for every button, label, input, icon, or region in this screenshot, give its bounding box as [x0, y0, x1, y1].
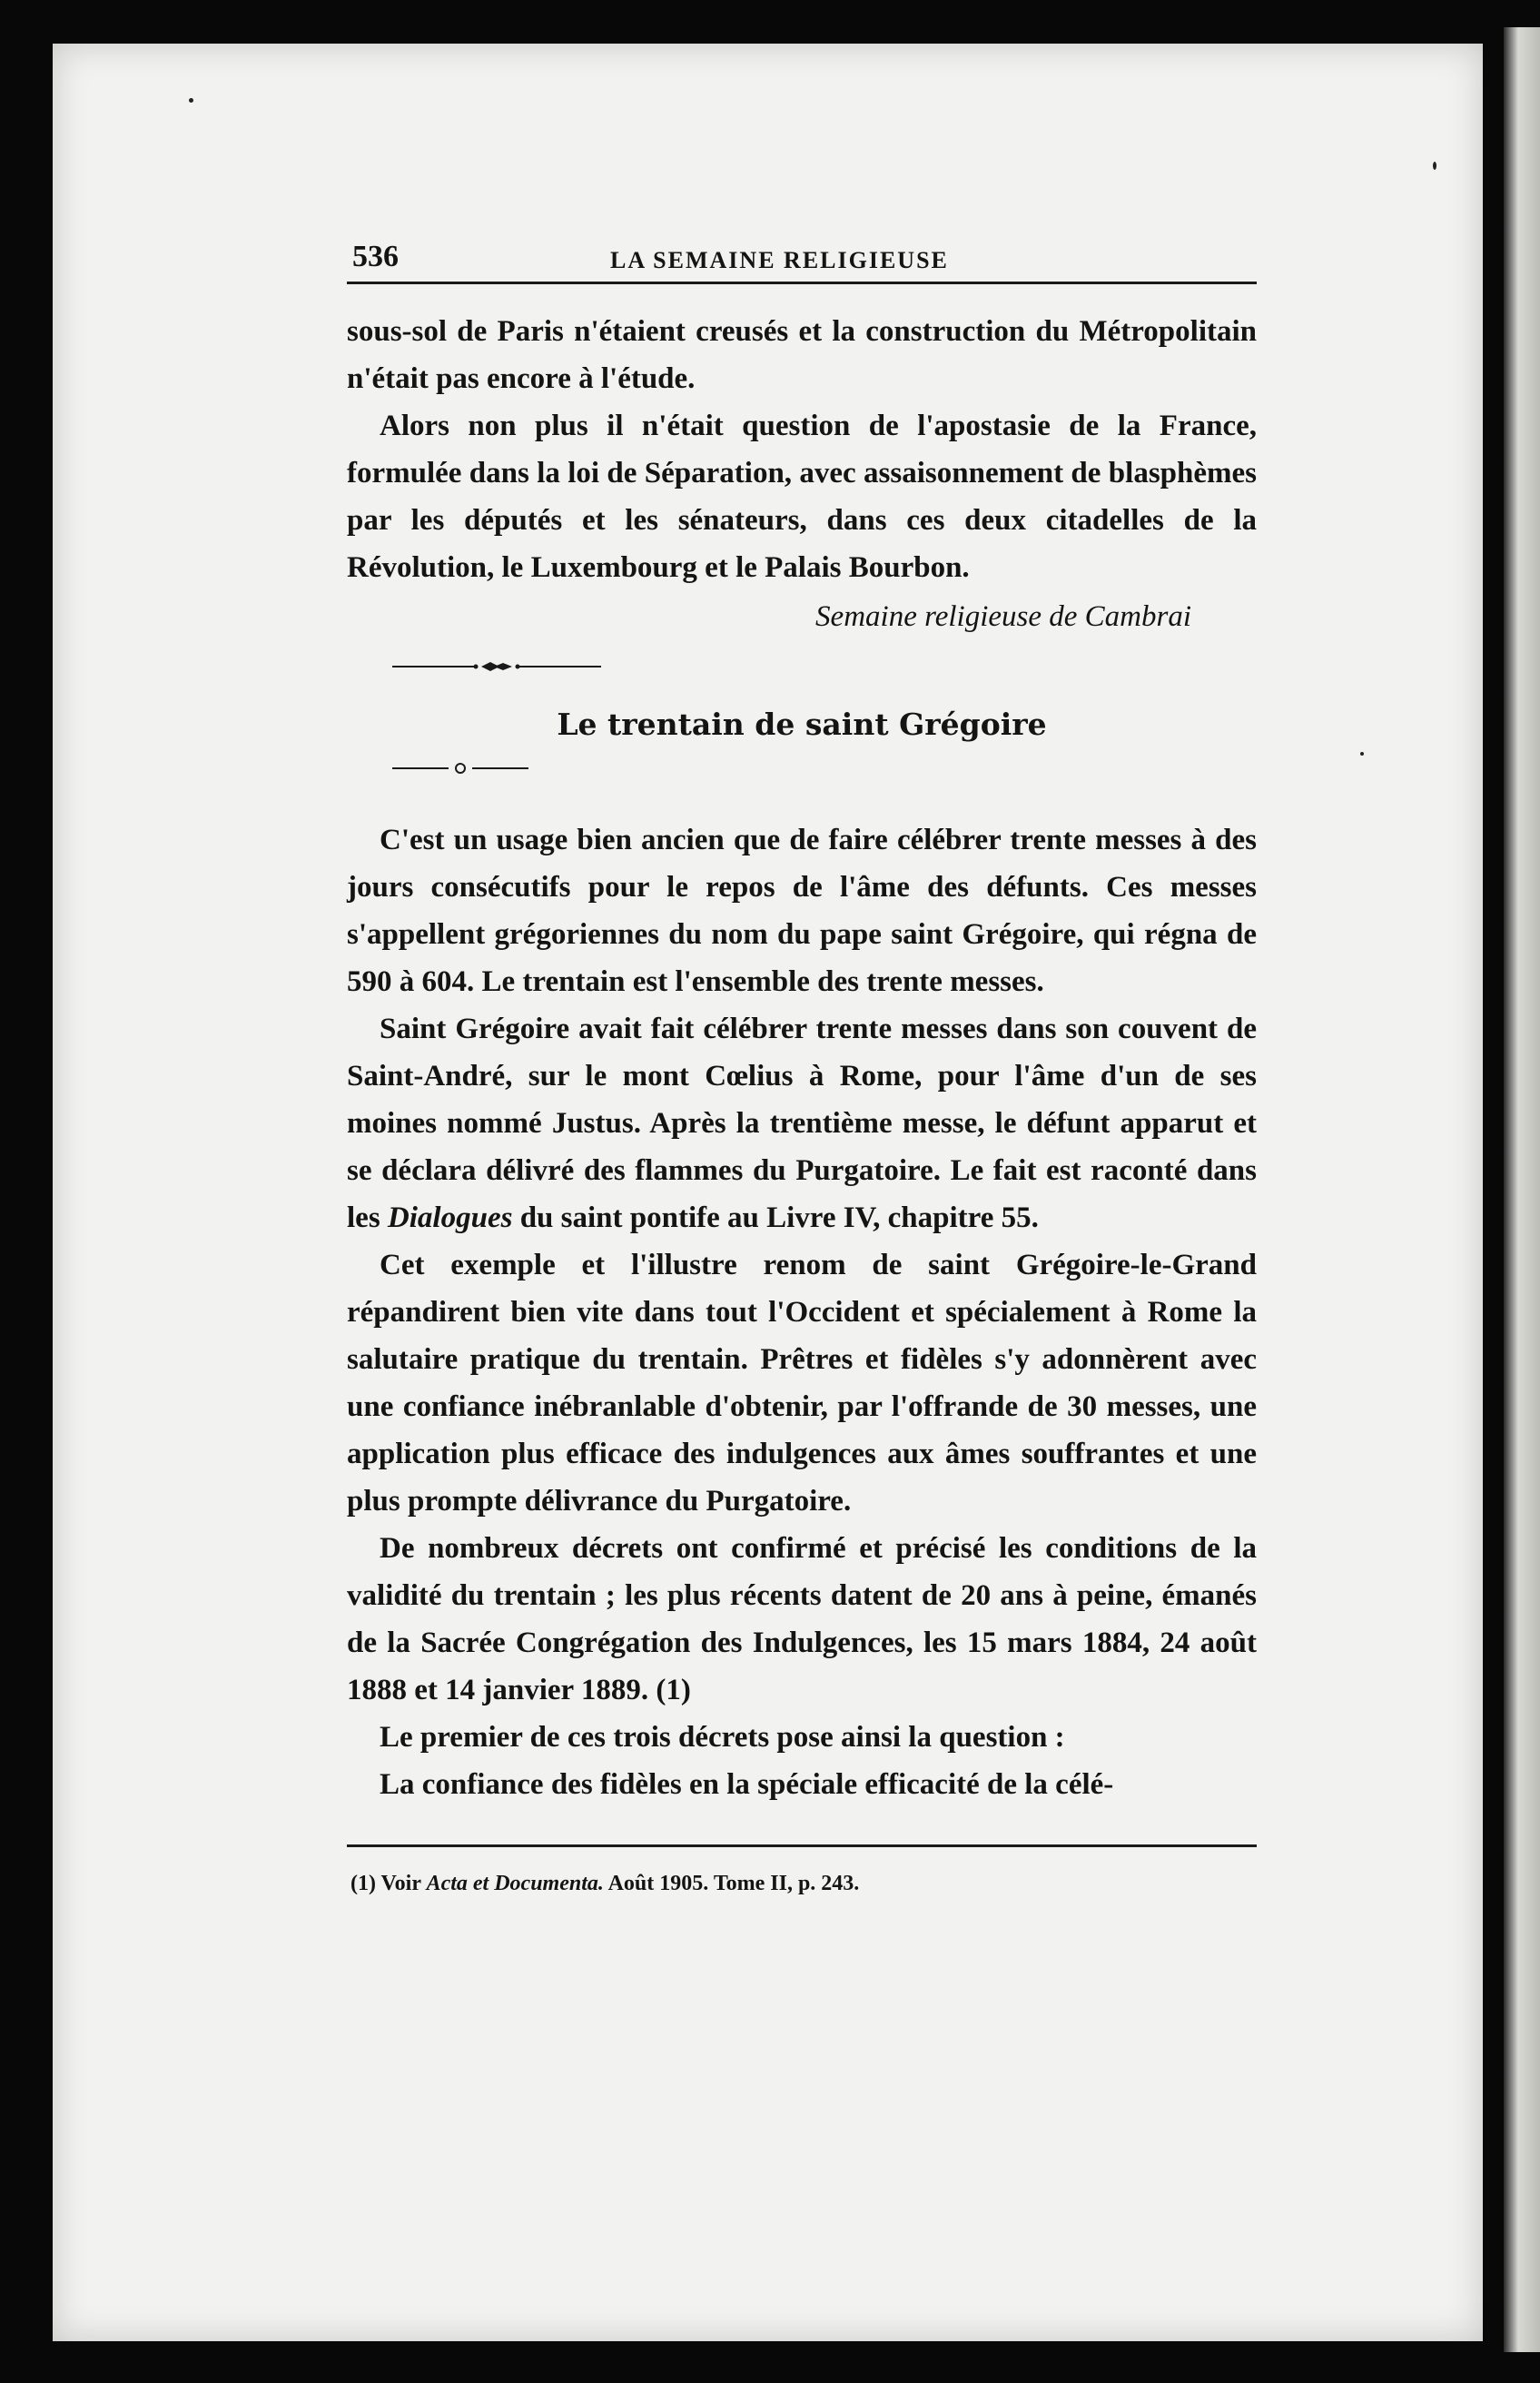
- scan-speck: [189, 98, 193, 103]
- page-content: [347, 236, 1257, 1902]
- title-rule-ornament: [392, 754, 528, 781]
- journal-title: LA SEMAINE RELIGIEUSE: [610, 247, 949, 273]
- paragraph-text: du saint pontife au Livre IV, chapitre 55.: [512, 1201, 1039, 1234]
- intro-paragraph: Alors non plus il n'était question de l'apostasie de la France, formulée dans la loi de Séparation, avec assaisonnement de blasphèmes par les députés et les sénateurs, dans ces deux citadelles de la Révolution, le Luxembourg et le Palais Bourbon.: [347, 410, 1257, 584]
- page-number: 536: [352, 240, 399, 273]
- footnote-text: Août 1905. Tome II, p. 243.: [603, 1872, 860, 1895]
- next-page-edge: [1504, 27, 1540, 2352]
- scan-speck: [1433, 162, 1436, 170]
- footnote: [347, 1865, 1257, 1902]
- work-title-dialogues: Dialogues: [387, 1201, 513, 1234]
- article-paragraph: Cet exemple et l'illustre renom de saint Grégoire-le-Grand répandirent bien vite dans tout l'Occident et spécialement à Rome la salutaire pratique du trentain. Prêtres et fidèles s'y adonnèrent avec une confiance inébranlable d'obtenir, par l'offrande de 30 messes, une application plus efficace des indulgences aux âmes souffrantes et une plus prompte délivrance du Purgatoire.: [347, 1249, 1257, 1518]
- article-paragraph: C'est un usage bien ancien que de faire célébrer trente messes à des jours consécutifs pour le repos de l'âme des défunts. Ces messes s'appellent grégoriennes du nom du pape saint Grégoire, qui régna de 590 à 604. Le trentain est l'ensemble des trente messes.: [347, 824, 1257, 998]
- footnote-work-title: Acta et Documenta.: [426, 1872, 604, 1895]
- article-paragraph: Le premier de ces trois décrets pose ainsi la question :: [380, 1721, 1065, 1754]
- footnote-text: (1) Voir: [350, 1872, 427, 1895]
- source-signature: Semaine religieuse de Cambrai: [815, 600, 1191, 633]
- section-divider-ornament: [392, 660, 601, 673]
- article-paragraph: De nombreux décrets ont confirmé et précisé les conditions de la validité du trentain ; les plus récents datent de 20 ans à peine, émanés de la Sacrée Congrégation des Indulgences, les 15 mars 1884, 24 août 1888 et 14 janvier 1889. (1): [347, 1532, 1257, 1706]
- scan-speck: [1360, 752, 1364, 756]
- article-paragraph: La confiance des fidèles en la spéciale efficacité de la célé-: [380, 1768, 1114, 1801]
- paragraph-text: Saint Grégoire avait fait célébrer trente messes dans son couvent de Saint-André, sur le mont Cœlius à Rome, pour l'âme d'un de ses moines nommé Justus. Après la trentième messe, le défunt apparut et se déclara délivré des flammes du Purgatoire. Le fait est raconté dans les: [347, 1013, 1257, 1234]
- intro-paragraph: sous-sol de Paris n'étaient creusés et la construction du Métropolitain n'était pas encore à l'étude.: [347, 315, 1257, 395]
- article-paragraph: [347, 1005, 1257, 1241]
- running-head: [347, 236, 1257, 284]
- article-title: Le trentain de saint Grégoire: [557, 707, 1047, 742]
- footnote-rule: [347, 1844, 1257, 1847]
